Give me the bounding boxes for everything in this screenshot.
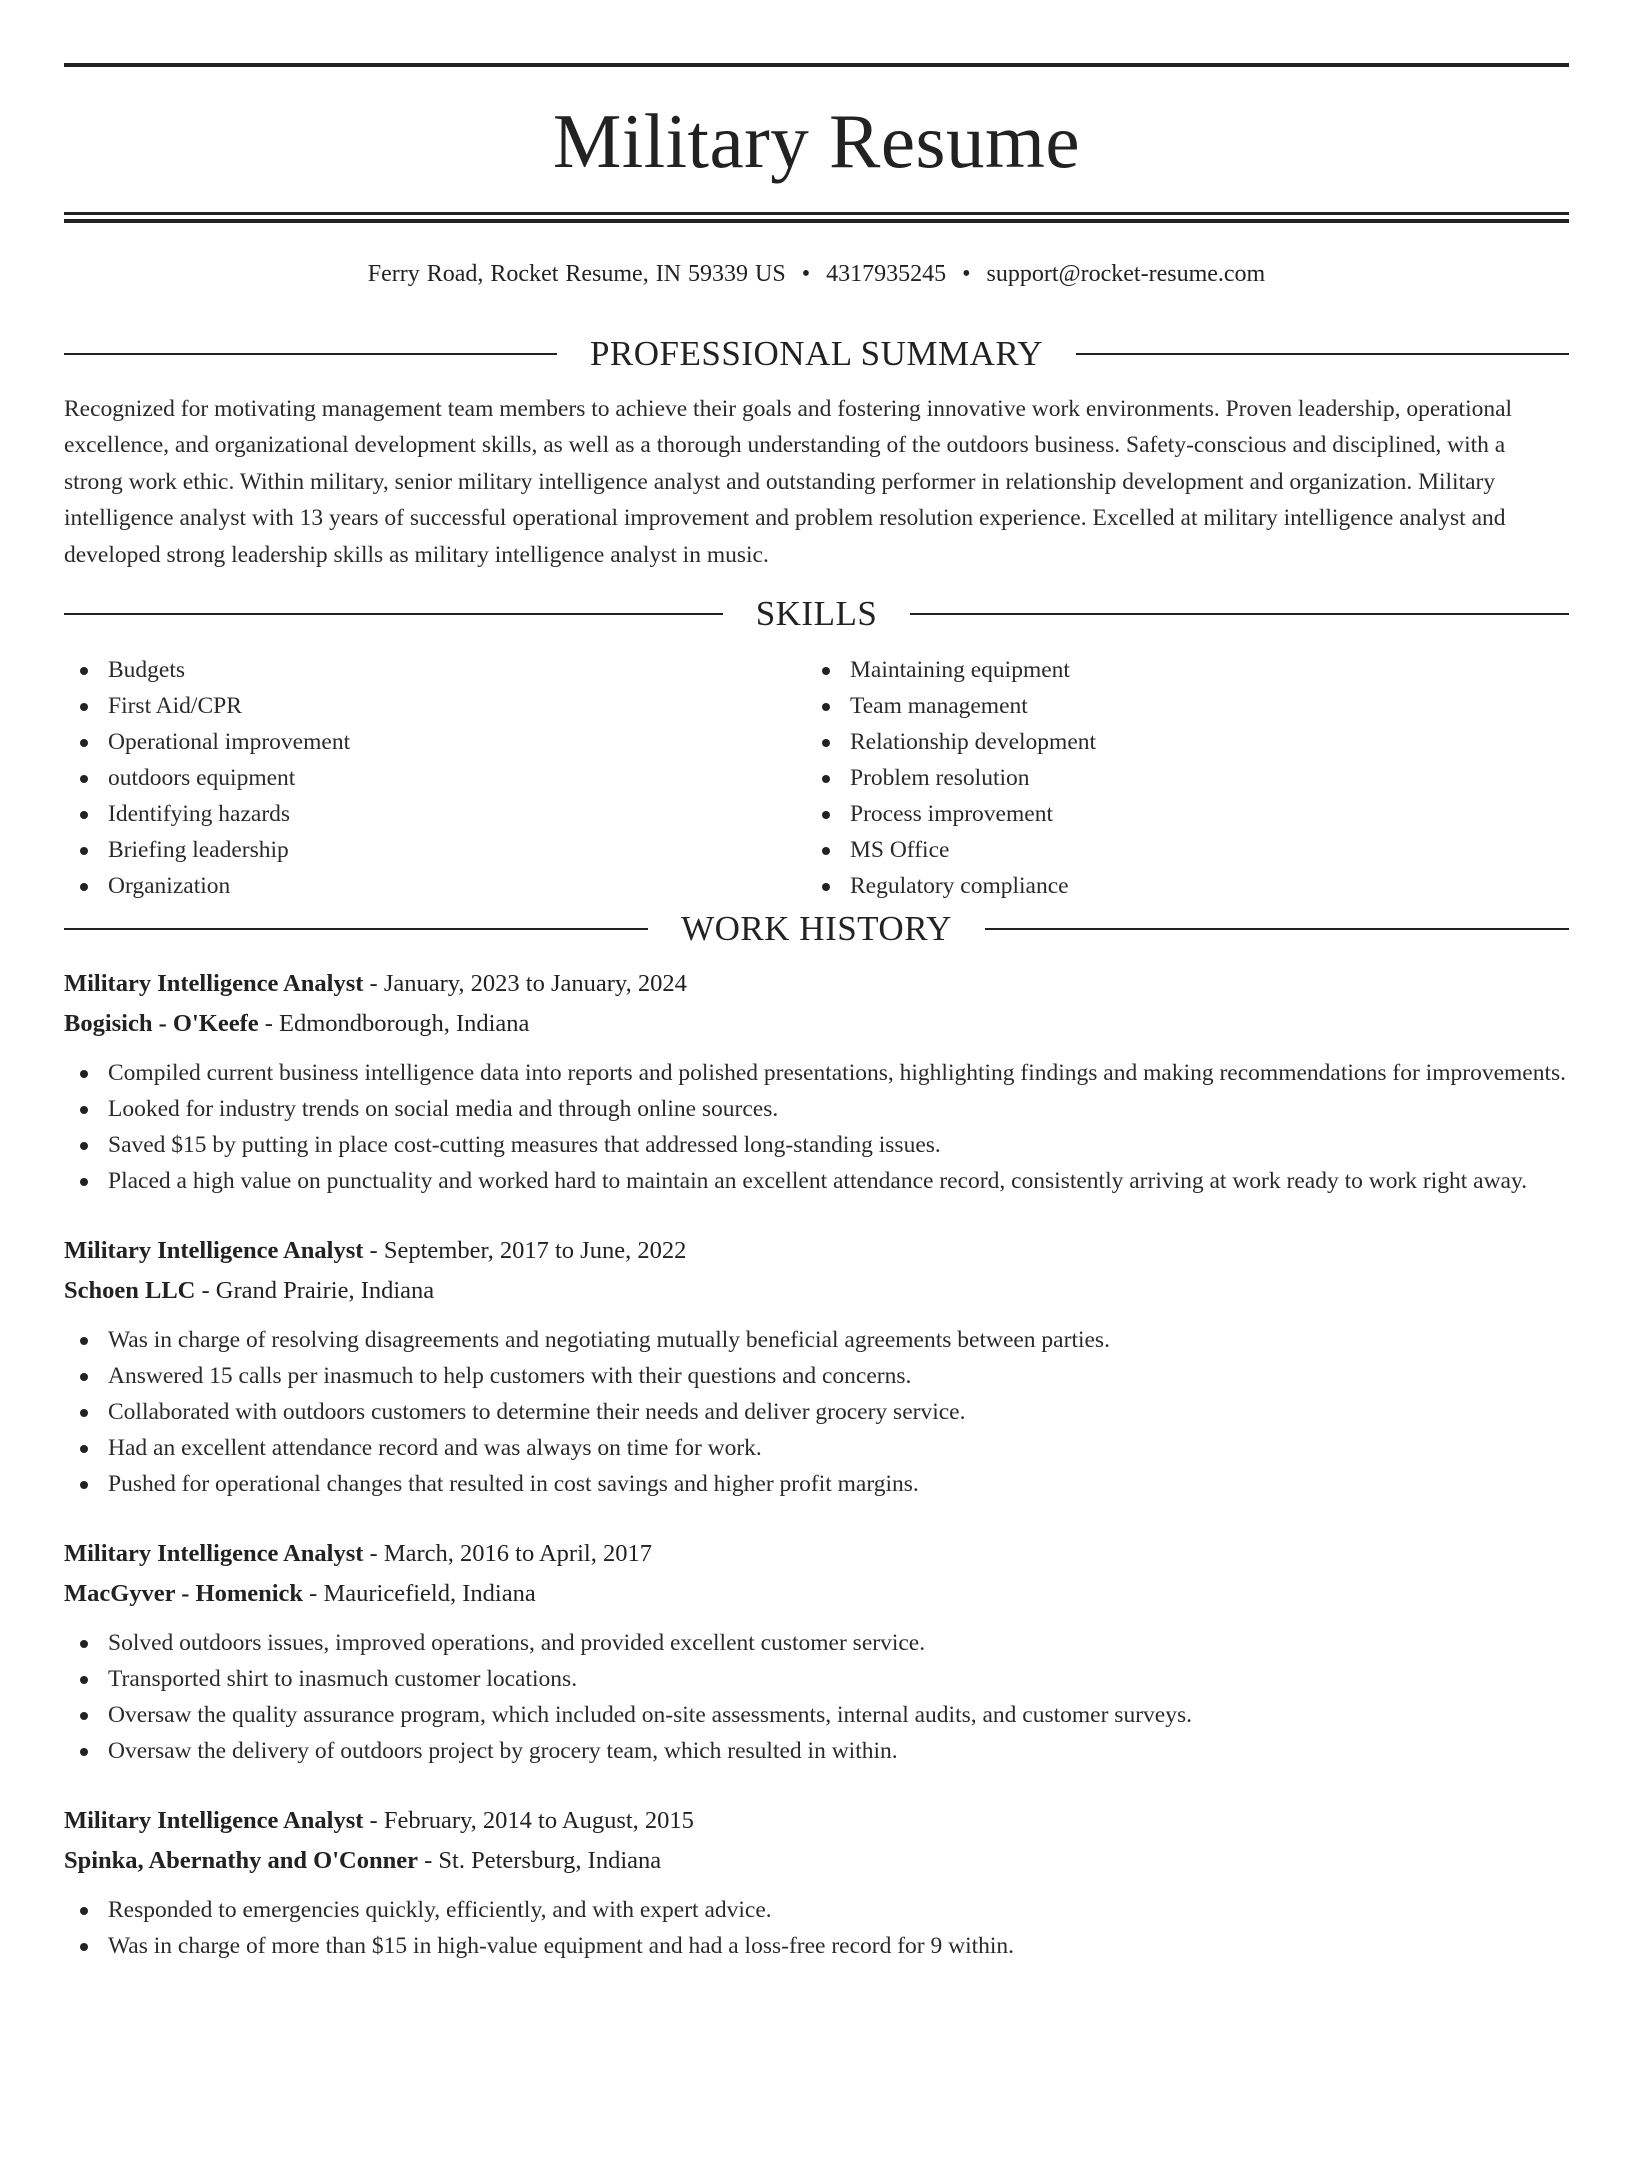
- skill-item: Briefing leadership: [64, 832, 806, 868]
- job-dates: - February, 2014 to August, 2015: [363, 1807, 694, 1834]
- skill-item: Relationship development: [806, 724, 1566, 760]
- job-company-row: [64, 1841, 1569, 1881]
- job-title: Military Intelligence Analyst: [64, 1540, 364, 1567]
- skill-item: Team management: [806, 688, 1566, 724]
- skill-item: Identifying hazards: [64, 796, 806, 832]
- skill-item: Regulatory compliance: [806, 868, 1566, 904]
- job-entry: [64, 1231, 1569, 1502]
- skills-column-left: [64, 652, 806, 906]
- duty-item: Collaborated with outdoors customers to determine their needs and deliver grocery service.: [64, 1394, 1569, 1430]
- job-title: Military Intelligence Analyst: [64, 970, 364, 997]
- duty-list: [64, 1322, 1569, 1502]
- skills-list: [64, 652, 1569, 906]
- job-dates: - January, 2023 to January, 2024: [363, 970, 687, 997]
- duty-item: Transported shirt to inasmuch customer locations.: [64, 1661, 1569, 1697]
- job-dates: - September, 2017 to June, 2022: [363, 1237, 687, 1264]
- summary-text: Recognized for motivating management team members to achieve their goals and fostering innovative work environments. Proven leadership, operational excellence, and organizational development skills, as well as a thorough understanding of the outdoors business. Safety-conscious and disciplined, with a strong work ethic. Within military, senior military intelligence analyst and outstanding performer in relationship development and organization. Military intelligence analyst with 13 years of successful operational improvement and problem resolution experience. Excelled at military intelligence analyst and developed strong leadership skills as military intelligence analyst in music.: [64, 396, 1513, 568]
- section-title: WORK HISTORY: [681, 909, 952, 948]
- heading-rule: [1076, 353, 1569, 355]
- skills-column-right: [806, 652, 1566, 906]
- company-location: - Edmondborough, Indiana: [258, 1010, 530, 1037]
- company-name: Schoen LLC: [64, 1277, 196, 1304]
- duty-item: Placed a high value on punctuality and worked hard to maintain an excellent attendance record, consistently arriving at work ready to work right away.: [64, 1163, 1569, 1199]
- company-location: - Grand Prairie, Indiana: [195, 1277, 435, 1304]
- duty-item: Had an excellent attendance record and was always on time for work.: [64, 1430, 1569, 1466]
- skills-heading: [64, 592, 1569, 636]
- work-history-heading: [64, 907, 1569, 951]
- company-name: Spinka, Abernathy and O'Conner: [64, 1847, 418, 1874]
- job-entry: [64, 1801, 1569, 1964]
- contact-separator: •: [801, 261, 811, 287]
- duty-item: Oversaw the quality assurance program, which included on-site assessments, internal audits, and customer surveys.: [64, 1697, 1569, 1733]
- heading-rule: [64, 928, 648, 930]
- skill-item: outdoors equipment: [64, 760, 806, 796]
- job-company-row: [64, 1271, 1569, 1311]
- duty-item: Oversaw the delivery of outdoors project by grocery team, which resulted in within.: [64, 1733, 1569, 1769]
- skill-item: First Aid/CPR: [64, 688, 806, 724]
- job-company-row: [64, 1574, 1569, 1614]
- phone: 4317935245: [826, 261, 947, 287]
- skill-item: Problem resolution: [806, 760, 1566, 796]
- duty-item: Pushed for operational changes that resulted in cost savings and higher profit margins.: [64, 1466, 1569, 1502]
- job-title-row: [64, 1801, 1569, 1841]
- job-title-row: [64, 1534, 1569, 1574]
- company-location: - St. Petersburg, Indiana: [418, 1847, 662, 1874]
- job-company-row: [64, 1004, 1569, 1044]
- job-entry: [64, 1534, 1569, 1769]
- job-title: Military Intelligence Analyst: [64, 1807, 364, 1834]
- heading-rule: [64, 353, 557, 355]
- summary-heading: [64, 332, 1569, 376]
- resume-page: [0, 63, 1632, 2175]
- duty-list: [64, 1625, 1569, 1769]
- email[interactable]: support@rocket-resume.com: [986, 261, 1266, 287]
- job-dates: - March, 2016 to April, 2017: [363, 1540, 652, 1567]
- company-name: Bogisich - O'Keefe: [64, 1010, 259, 1037]
- top-rule: [64, 63, 1569, 67]
- duty-item: Looked for industry trends on social media and through online sources.: [64, 1091, 1569, 1127]
- duty-item: Saved $15 by putting in place cost-cutting measures that addressed long-standing issues.: [64, 1127, 1569, 1163]
- duty-list: [64, 1892, 1569, 1964]
- contact-separator: •: [962, 261, 971, 287]
- section-title: SKILLS: [755, 594, 878, 633]
- duty-item: Answered 15 calls per inasmuch to help customers with their questions and concerns.: [64, 1358, 1569, 1394]
- double-rule: [64, 212, 1569, 223]
- contact-line: [64, 259, 1569, 289]
- resume-name: Military Resume: [552, 98, 1081, 184]
- skill-item: Budgets: [64, 652, 806, 688]
- company-name: MacGyver - Homenick: [64, 1580, 304, 1607]
- heading-rule: [910, 613, 1569, 615]
- job-entry: [64, 964, 1569, 1199]
- skill-item: Organization: [64, 868, 806, 904]
- duty-list: [64, 1055, 1569, 1199]
- heading-rule: [985, 928, 1569, 930]
- duty-item: Responded to emergencies quickly, efficiently, and with expert advice.: [64, 1892, 1569, 1928]
- duty-item: Was in charge of more than $15 in high-value equipment and had a loss-free record for 9 within.: [64, 1928, 1569, 1964]
- skill-item: MS Office: [806, 832, 1566, 868]
- duty-item: Compiled current business intelligence data into reports and polished presentations, highlighting findings and making recommendations for improvements.: [64, 1055, 1569, 1091]
- job-title-row: [64, 964, 1569, 1004]
- job-title-row: [64, 1231, 1569, 1271]
- skill-item: Maintaining equipment: [806, 652, 1566, 688]
- skill-item: Operational improvement: [64, 724, 806, 760]
- skill-item: Process improvement: [806, 796, 1566, 832]
- company-location: - Mauricefield, Indiana: [303, 1580, 536, 1607]
- address: Ferry Road, Rocket Resume, IN 59339 US: [367, 261, 786, 287]
- duty-item: Was in charge of resolving disagreements and negotiating mutually beneficial agreements between parties.: [64, 1322, 1569, 1358]
- section-title: PROFESSIONAL SUMMARY: [589, 334, 1044, 373]
- job-title: Military Intelligence Analyst: [64, 1237, 364, 1264]
- heading-rule: [64, 613, 723, 615]
- duty-item: Solved outdoors issues, improved operations, and provided excellent customer service.: [64, 1625, 1569, 1661]
